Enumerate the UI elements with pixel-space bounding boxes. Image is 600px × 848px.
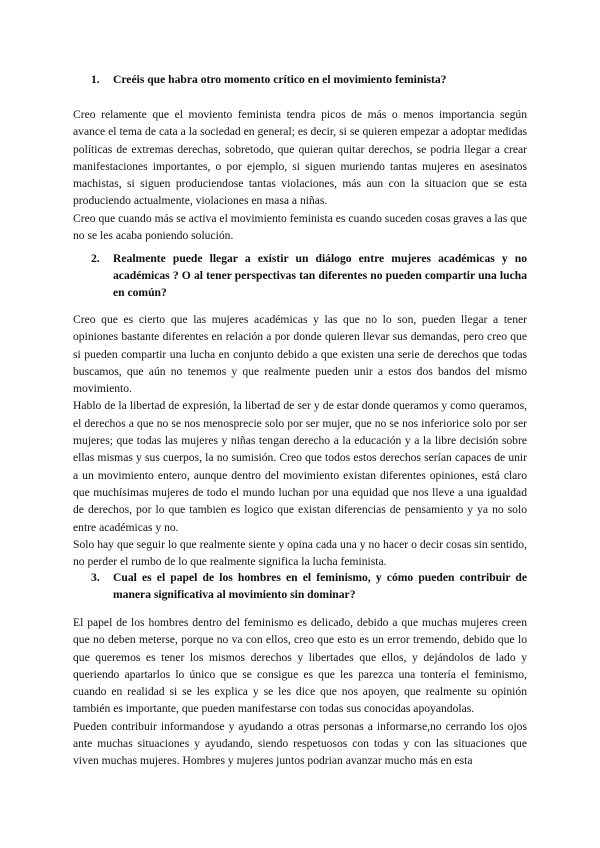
question-3-text: Cual es el papel de los hombres en el feminismo, y cómo pueden contribuir de manera significativa al movimiento sin dominar? (113, 571, 527, 601)
answer-1-paragraph-2: Creo que cuando más se activa el movimiento feminista es cuando suceden cosas graves a las que no se les acaba poniendo solución. (73, 211, 527, 243)
answer-2-paragraph-2: Hablo de la libertad de expresión, la libertad de ser y de estar donde queramos y como queramos, el derechos a que no se nos menosprecie solo por ser mujer, que no se nos inferiorice solo por ser mujeres; que todas las mujeres y niñas tengan derecho a la educación y a la libre decisión sobre ellas mismas y sus cuerpos, la no sumisión. Creo que todos estos derechos serían capaces de unir a un movimiento entero, aunque dentro del movimiento existan diferentes opiniones, está claro que muchísimas mujeres de todo el mundo luchan por una equidad que nos lleve a una igualdad de derechos, por lo que tambien es logico que existan diferencias de pensamiento y ya no solo entre académicas y no. (73, 399, 527, 534)
answer-3 (73, 614, 527, 770)
answer-2 (73, 311, 527, 570)
answer-2-paragraph-3: Solo hay que seguir lo que realmente siente y opina cada una y no hacer o decir cosas sin sentido, no perder el rumbo de lo que realmente significa la lucha feminista. (73, 537, 527, 569)
question-2-number: 2. (91, 252, 100, 265)
answer-3-paragraph-1: El papel de los hombres dentro del feminismo es delicado, debido a que muchas mujeres creen que no deben meterse, porque no va con ellos, creo que esto es un error tremendo, debido que lo que queremos es tener los mismos derechos y libertades que ellos, y dejándolos de lado y queriendo apartarlos lo único que se consigue es que les parezca una tontería el feminismo, cuando en realidad si se les explica y se les dice que nos apoyen, que realmente su opinión también es importante, que pueden manifestarse con todas sus conocidas apoyandolas. (73, 616, 527, 716)
answer-3-paragraph-2: Pueden contribuir informandose y ayudando a otras personas a informarse,no cerrando los ojos ante muchas situaciones y ayudando, siendo respetuosos con todas y con las situaciones que viven muchas mujeres. Hombres y mujeres juntos podrian avanzar mucho más en esta (73, 719, 527, 768)
question-2-heading (91, 250, 527, 301)
question-3-heading (91, 569, 527, 603)
question-1-number: 1. (91, 73, 100, 86)
question-1-text: Creéis que habra otro momento crítico en el movimiento feminista? (113, 73, 447, 86)
answer-1 (73, 106, 527, 244)
question-3-number: 3. (91, 571, 100, 584)
question-2-text: Realmente puede llegar a existir un diálogo entre mujeres académicas y no académicas ? O al tener perspectivas tan diferentes no pueden compartir una lucha en común? (113, 252, 527, 299)
question-1-heading (91, 71, 527, 88)
answer-2-paragraph-1: Creo que es cierto que las mujeres académicas y las que no lo son, pueden llegar a tener opiniones bastante diferentes en relación a por donde quieren llevar sus demandas, pero creo que si pueden compartir una lucha en conjunto debido a que existen una serie de derechos que todas buscamos, que aún no tenemos y que realmente pueden unir a estos dos bandos del mismo movimiento. (73, 313, 527, 396)
answer-1-paragraph-1: Creo relamente que el moviento feminista tendra picos de más o menos importancia según avance el tema de cata a la sociedad en general; es decir, si se quieren empezar a adoptar medidas políticas de extremas derechas, sobretodo, que quieran quitar derechos, se podria llegar a crear manifestaciones importantes, o por ejemplo, si siguen muriendo tantas mujeres en asesinatos machistas, si siguen produciendose tantas violaciones, más aun con la situacion que se esta produciendo actualmente, violaciones en masa a niñas. (73, 108, 527, 208)
